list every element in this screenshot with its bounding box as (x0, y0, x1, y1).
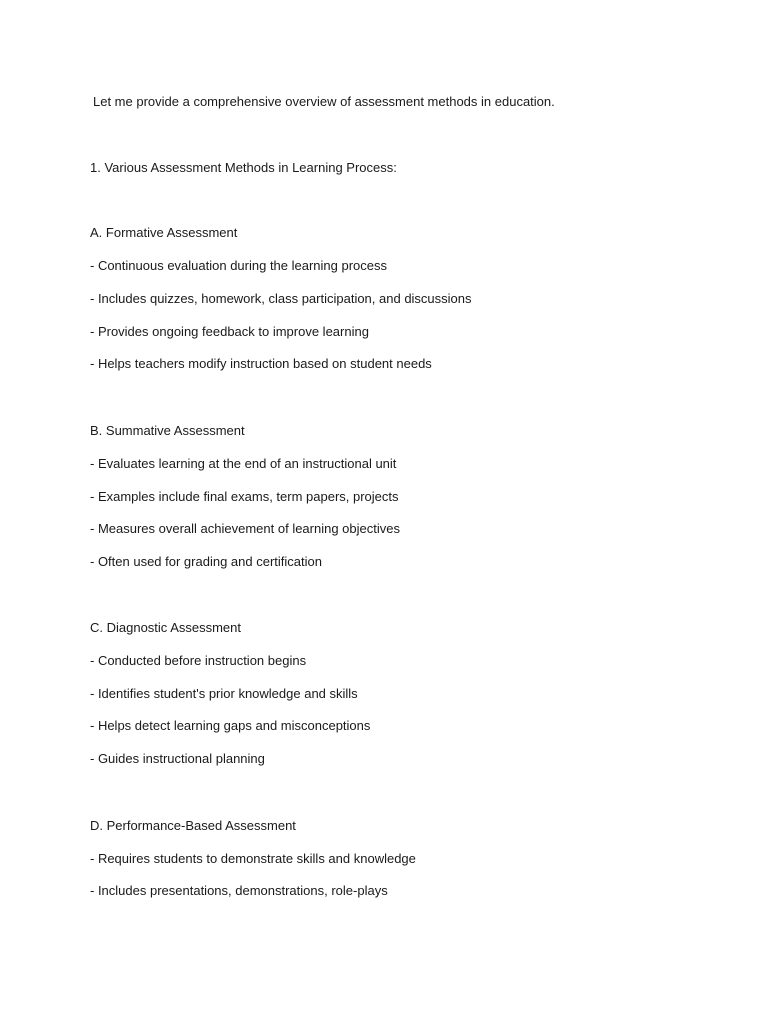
section-title-summative: B. Summative Assessment (90, 423, 245, 438)
list-item: - Helps teachers modify instruction based on student needs (90, 356, 432, 371)
list-item: - Often used for grading and certification (90, 554, 322, 569)
list-item: - Includes quizzes, homework, class participation, and discussions (90, 291, 472, 306)
list-item: - Identifies student's prior knowledge and skills (90, 686, 358, 701)
list-item: - Provides ongoing feedback to improve learning (90, 324, 369, 339)
section-title-diagnostic: C. Diagnostic Assessment (90, 620, 242, 635)
list-item: - Examples include final exams, term papers, projects (90, 489, 399, 504)
list-item: - Guides instructional planning (90, 751, 265, 766)
list-item: - Helps detect learning gaps and misconceptions (90, 718, 371, 733)
list-item: - Measures overall achievement of learning objectives (90, 521, 400, 536)
list-item: - Requires students to demonstrate skills and knowledge (90, 851, 416, 866)
list-item: - Continuous evaluation during the learning process (90, 258, 388, 273)
list-item: - Conducted before instruction begins (90, 653, 307, 668)
list-item: - Includes presentations, demonstrations, role-plays (90, 883, 388, 898)
list-item: - Evaluates learning at the end of an instructional unit (90, 456, 397, 471)
section-title-formative: A. Formative Assessment (90, 225, 238, 240)
section-title-performance: D. Performance-Based Assessment (90, 818, 296, 833)
intro-paragraph: Let me provide a comprehensive overview of assessment methods in education. (93, 94, 555, 109)
main-heading: 1. Various Assessment Methods in Learning Process: (90, 160, 397, 175)
